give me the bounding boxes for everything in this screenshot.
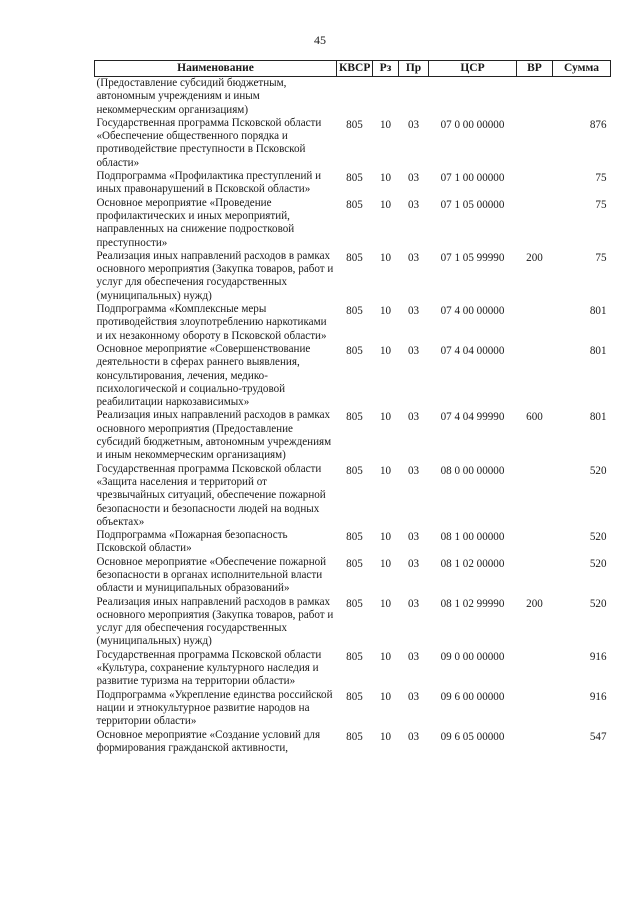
cell-sum: 916 (589, 690, 607, 703)
cell-csr: 07 1 05 99990 (440, 251, 505, 264)
header-row (95, 61, 611, 77)
cell-kvsr: 805 (346, 730, 363, 743)
table-row (95, 117, 611, 170)
cell-vr (517, 689, 553, 729)
cell-sum: 75 (595, 172, 607, 185)
cell-sum: 520 (589, 597, 607, 610)
cell-vr (517, 77, 553, 117)
cell-kvsr: 805 (346, 531, 363, 544)
table-row (95, 170, 611, 197)
cell-kvsr: 805 (346, 305, 363, 318)
cell-name: Реализация иных направлений расходов в рамках основного мероприятия (Предоставление субсидий бюджетным, автономным учреждениям и иным некоммерческим организациям) (96, 409, 332, 462)
cell-kvsr: 805 (346, 198, 363, 211)
cell-pr: 03 (407, 464, 420, 477)
cell-rz: 10 (379, 557, 392, 570)
column-header-rz: Рз (373, 61, 399, 77)
table-row (95, 689, 611, 729)
cell-sum: 916 (589, 650, 607, 663)
cell-csr: 07 1 05 00000 (440, 198, 505, 211)
column-header-pr: Пр (399, 61, 429, 77)
cell-csr: 07 4 04 99990 (440, 411, 505, 424)
table-row (95, 463, 611, 529)
column-header-vr: ВР (517, 61, 553, 77)
cell-vr (517, 463, 553, 529)
column-header-csr: ЦСР (429, 61, 517, 77)
table-row (95, 649, 611, 689)
cell-kvsr (337, 77, 373, 117)
cell-name: Государственная программа Псковской области «Обеспечение общественного порядка и противодействие преступности в Псковской области» (96, 116, 322, 169)
table-row (95, 729, 611, 756)
cell-vr (517, 197, 553, 250)
cell-csr: 07 4 00 00000 (440, 305, 505, 318)
cell-sum: 547 (589, 730, 607, 743)
cell-pr (399, 77, 429, 117)
cell-kvsr: 805 (346, 597, 363, 610)
cell-rz: 10 (379, 118, 392, 131)
cell-kvsr: 805 (346, 557, 363, 570)
cell-name: Реализация иных направлений расходов в рамках основного мероприятия (Закупка товаров, работ и услуг для обеспечения государственных (муниципальных) нужд) (96, 249, 334, 302)
cell-vr (517, 529, 553, 556)
table-row (95, 596, 611, 649)
table-row (95, 343, 611, 409)
cell-vr (517, 303, 553, 343)
cell-name: Основное мероприятие «Обеспечение пожарной безопасности в органах исполнительной власти области и муниципальных образований» (96, 555, 327, 595)
cell-csr: 07 1 00 00000 (440, 172, 505, 185)
cell-csr: 09 0 00 00000 (440, 650, 505, 663)
cell-csr: 07 0 00 00000 (440, 118, 505, 131)
cell-pr: 03 (407, 172, 420, 185)
cell-name: Основное мероприятие «Создание условий для формирования гражданской активности, (96, 728, 321, 754)
cell-rz: 10 (379, 344, 392, 357)
cell-kvsr: 805 (346, 344, 363, 357)
cell-kvsr: 805 (346, 172, 363, 185)
cell-rz (373, 77, 399, 117)
cell-csr: 09 6 00 00000 (440, 690, 505, 703)
cell-pr: 03 (407, 531, 420, 544)
cell-sum: 75 (595, 251, 607, 264)
cell-name: Основное мероприятие «Совершенствование деятельности в сферах раннего выявления, консультирования, лечения, медико-психологической и социально-трудовой реабилитации наркозависимых» (96, 342, 311, 409)
cell-pr: 03 (407, 198, 420, 211)
cell-csr: 08 1 02 99990 (440, 597, 505, 610)
cell-pr: 03 (407, 251, 420, 264)
cell-pr: 03 (407, 690, 420, 703)
cell-name: Подпрограмма «Укрепление единства российской нации и этнокультурное развитие народов на территории области» (96, 688, 333, 728)
cell-vr (517, 170, 553, 197)
cell-name: Подпрограмма «Комплексные меры противодействия злоупотреблению наркотиками и их незаконному обороту в Псковской области» (96, 303, 327, 342)
cell-vr (517, 556, 553, 596)
cell-rz: 10 (379, 198, 392, 211)
table-row (95, 409, 611, 462)
cell-kvsr: 805 (346, 251, 363, 264)
cell-name: (Предоставление субсидий бюджетным, автономным учреждениям и иным некоммерческим организациям) (96, 77, 287, 116)
cell-rz: 10 (379, 464, 392, 477)
cell-rz: 10 (379, 531, 392, 544)
cell-vr: 200 (526, 251, 543, 264)
cell-sum: 801 (589, 411, 607, 424)
cell-csr (429, 77, 517, 117)
cell-csr: 08 1 02 00000 (440, 557, 505, 570)
table-row (95, 77, 611, 117)
page-number: 45 (314, 33, 326, 47)
cell-kvsr: 805 (346, 690, 363, 703)
cell-rz: 10 (379, 730, 392, 743)
cell-sum: 520 (589, 557, 607, 570)
column-header-sum: Сумма (553, 61, 611, 77)
cell-csr: 08 0 00 00000 (440, 464, 505, 477)
table-row (95, 556, 611, 596)
cell-sum: 520 (589, 531, 607, 544)
column-header-kvsr: КВСР (337, 61, 373, 77)
cell-name: Основное мероприятие «Проведение профилактических и иных мероприятий, направленных на снижение подростковой преступности» (96, 196, 295, 249)
cell-vr: 200 (526, 597, 543, 610)
cell-pr: 03 (407, 305, 420, 318)
cell-name: Подпрограмма «Профилактика преступлений и иных правонарушений в Псковской области» (96, 170, 322, 196)
cell-rz: 10 (379, 172, 392, 185)
cell-pr: 03 (407, 730, 420, 743)
cell-vr (517, 117, 553, 170)
cell-rz: 10 (379, 305, 392, 318)
cell-rz: 10 (379, 597, 392, 610)
budget-table (94, 60, 611, 755)
cell-name: Государственная программа Псковской области «Защита населения и территорий от чрезвычайных ситуаций, обеспечение пожарной безопасности и безопасности людей на водных объектах» (96, 462, 326, 528)
cell-sum: 801 (589, 344, 607, 357)
cell-pr: 03 (407, 118, 420, 131)
column-header-name: Наименование (95, 61, 337, 77)
cell-name: Подпрограмма «Пожарная безопасность Псковской области» (96, 529, 288, 555)
cell-vr (517, 343, 553, 409)
cell-kvsr: 805 (346, 464, 363, 477)
cell-csr: 07 4 04 00000 (440, 344, 505, 357)
table-row (95, 303, 611, 343)
cell-rz: 10 (379, 411, 392, 424)
cell-pr: 03 (407, 344, 420, 357)
cell-sum: 75 (595, 198, 607, 211)
table-row (95, 250, 611, 303)
cell-sum: 520 (589, 464, 607, 477)
cell-vr: 600 (526, 411, 543, 424)
cell-pr: 03 (407, 411, 420, 424)
cell-kvsr: 805 (346, 411, 363, 424)
cell-csr: 09 6 05 00000 (440, 730, 505, 743)
cell-sum (553, 77, 611, 117)
cell-kvsr: 805 (346, 650, 363, 663)
cell-rz: 10 (379, 650, 392, 663)
cell-vr (517, 729, 553, 756)
cell-pr: 03 (407, 650, 420, 663)
cell-name: Государственная программа Псковской области «Культура, сохранение культурного наследия и развитие туризма на территории области» (96, 648, 322, 688)
cell-pr: 03 (407, 557, 420, 570)
cell-sum: 801 (589, 305, 607, 318)
table-row (95, 197, 611, 250)
cell-rz: 10 (379, 251, 392, 264)
cell-pr: 03 (407, 597, 420, 610)
cell-csr: 08 1 00 00000 (440, 531, 505, 544)
cell-name: Реализация иных направлений расходов в рамках основного мероприятия (Закупка товаров, работ и услуг для обеспечения государственных (муниципальных) нужд) (96, 595, 334, 648)
cell-vr (517, 649, 553, 689)
cell-rz: 10 (379, 690, 392, 703)
cell-sum: 876 (589, 118, 607, 131)
cell-kvsr: 805 (346, 118, 363, 131)
table-body (95, 77, 611, 756)
table-row (95, 529, 611, 556)
